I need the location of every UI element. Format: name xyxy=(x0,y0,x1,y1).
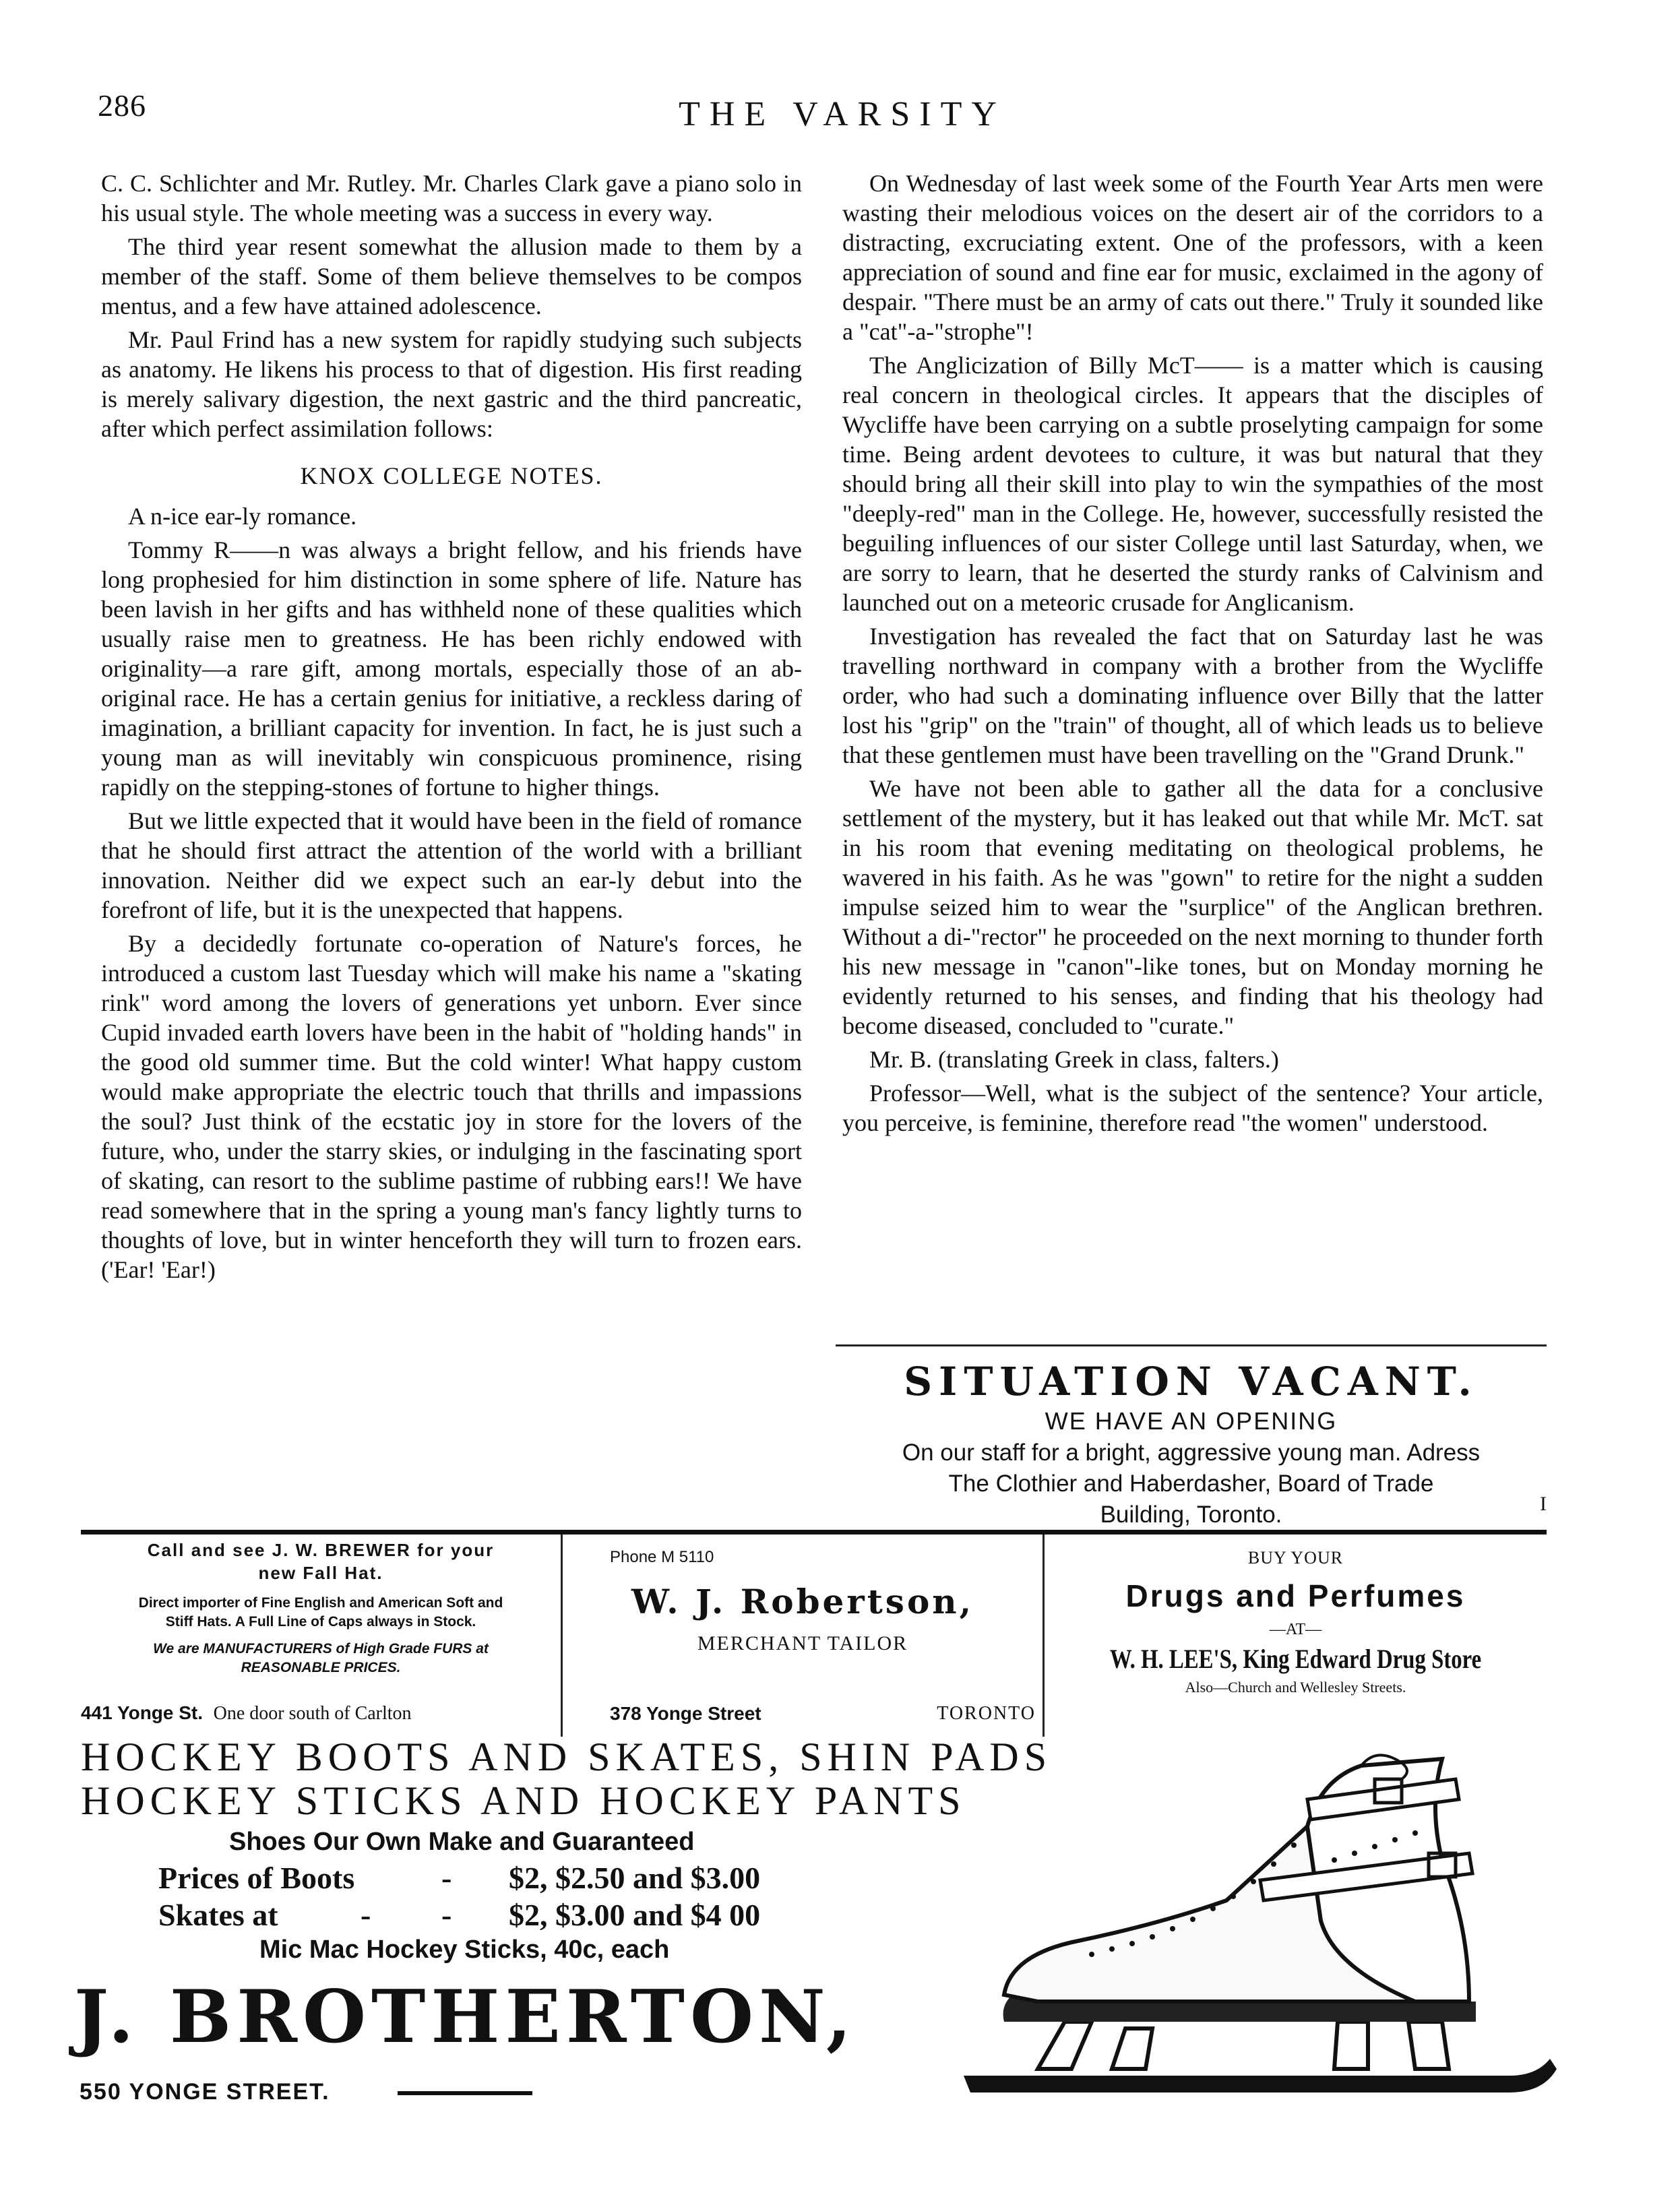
left-column xyxy=(101,168,802,1289)
robertson-tailor-ad xyxy=(563,1534,1045,1737)
situation-ad-title: SITUATION VACANT. xyxy=(904,1359,1479,1404)
paragraph: Mr. B. (translating Greek in class, falters.) xyxy=(869,1046,1279,1073)
brewer-ad-importer-text: Direct importer of Fine English and American Soft and Stiff Hats. A Full Line of Caps always in Stock. xyxy=(138,1595,503,1630)
price-dash: - xyxy=(441,1898,452,1932)
paragraph: But we little expected that it would have been in the field of romance that he should first attract the attention of the world with a brilliant innovation. Neither did we expect such an ear-ly debut into the forefront of life, but it is the unexpected that happens. xyxy=(101,807,802,923)
advertisement-strip xyxy=(81,1530,1547,1750)
right-column xyxy=(842,168,1543,1142)
situation-ad-subtitle: WE HAVE AN OPENING xyxy=(1045,1407,1338,1435)
robertson-city: TORONTO xyxy=(937,1703,1036,1724)
paragraph: A n-ice ear-ly romance. xyxy=(128,503,357,530)
hockey-sticks-line: Mic Mac Hockey Sticks, 40c, each xyxy=(259,1935,670,1964)
address-underline-rule xyxy=(398,2091,532,2095)
brewer-hat-ad xyxy=(81,1534,563,1737)
situation-ad-line: On our staff for a bright, aggressive young man. Adress xyxy=(902,1439,1481,1466)
section-heading-knox: KNOX COLLEGE NOTES. xyxy=(300,462,603,489)
price-dash: - xyxy=(361,1898,371,1932)
lee-ad-store: W. H. LEE'S, King Edward Drug Store xyxy=(1109,1644,1482,1674)
paragraph: By a decidedly fortunate co-operation of Nature's forces, he introduced a custom last Tuesday which will make his name a "skating rink" word among the lovers of generations yet unborn. Ever since Cupid invaded earth lovers have been in the habit of "holding hands" in the good old summer time. But the cold winter! What happy custom would make appropriate the electric touch that thrills and impassions the soul? Just think of the ecstatic joy in store for the lovers of the future, who, under the starry skies, or indulging in the fascinating sport of skating, can resort to the sublime pastime of rubbing ears!! We have read somewhere that in the spring a young man's fancy lightly turns to thoughts of love, but in winter henceforth they will turn to frozen ears. ('Ear! 'Ear!) xyxy=(101,930,802,1283)
page-number: 286 xyxy=(98,88,146,123)
brewer-ad-furs-text: We are MANUFACTURERS of High Grade FURS at REASONABLE PRICES. xyxy=(153,1641,489,1675)
price-dash: - xyxy=(441,1861,452,1895)
situation-ad-mark: I xyxy=(1540,1493,1547,1515)
brotherton-address: 550 YONGE STREET. xyxy=(80,2079,330,2105)
hockey-ad-line-1: HOCKEY BOOTS AND SKATES, SHIN PADS xyxy=(81,1735,1053,1779)
robertson-phone: Phone M 5110 xyxy=(610,1548,714,1566)
boots-price-row xyxy=(158,1860,761,1896)
brotherton-name: J. BROTHERTON, xyxy=(74,1975,857,2059)
paragraph: Mr. Paul Frind has a new system for rapidly studying such subjects as anatomy. He likens his process to that of digestion. His first reading is merely salivary digestion, the next gastric and the third pancreatic, after which perfect assimilation follows: xyxy=(101,326,802,442)
paragraph: Tommy R——n was always a bright fellow, and his friends have long prophesied for him distinction in some sphere of life. Nature has been lavish in her gifts and has withheld none of these qualities which usually raise men to greatness. He has been richly endowed with originality—a rare gift, among mortals, especially those of an ab-original race. He has a certain genius for initiative, a reckless daring of imagination, a brilliant capacity for invention. In fact, he is just such a young man as will inevitably win conspicuous prominence, rising rapidly on the stepping-stones of fortune to higher things. xyxy=(101,536,802,801)
skates-prices: $2, $3.00 and $4 00 xyxy=(509,1898,761,1932)
paragraph: The Anglicization of Billy McT—— is a matter which is causing real concern in theological circles. It appears that the disciples of Wycliffe have been carrying on a subtle proselyting campaign for some time. Being ardent devotees to culture, it was but natural that they should bring all their skill into play to win the sympathies of the most "deeply-red" man in the College. He, however, successfully resisted the beguiling influences of our sister College until last Saturday, when, we are sorry to learn, that he deserted the sturdy ranks of Calvinism and launched out on a meteoric crusade for Anglicanism. xyxy=(842,352,1543,616)
hockey-ad-line-2: HOCKEY STICKS AND HOCKEY PANTS xyxy=(81,1778,966,1823)
paragraph: Investigation has revealed the fact that on Saturday last he was travelling northward in company with a brother from the Wycliffe order, who had such a dominating influence over Billy that the latter lost his "grip" on the "train" of thought, all of which leads us to believe that these gentlemen must have been travelling on the "Grand Drunk." xyxy=(842,623,1543,768)
robertson-name: W. J. Robertson, xyxy=(631,1582,974,1621)
situation-ad-line: The Clothier and Haberdasher, Board of Trade xyxy=(948,1470,1434,1497)
paragraph: C. C. Schlichter and Mr. Rutley. Mr. Charles Clark gave a piano solo in his usual style. The whole meeting was a success in every way. xyxy=(101,170,802,226)
paragraph: Professor—Well, what is the subject of the sentence? Your article, you perceive, is feminine, therefore read "the women" understood. xyxy=(842,1080,1543,1136)
hockey-ad-subhead: Shoes Our Own Make and Guaranteed xyxy=(229,1828,695,1856)
lee-ad-also: Also—Church and Wellesley Streets. xyxy=(1185,1679,1406,1696)
lee-drug-store-ad xyxy=(1045,1534,1547,1737)
skates-price-label: Skates at xyxy=(158,1898,278,1932)
situation-vacant-ad xyxy=(836,1358,1547,1530)
ice-skate-boot-illustration xyxy=(957,1752,1563,2130)
lee-ad-at: —AT— xyxy=(1269,1621,1322,1638)
column-divider-rule xyxy=(836,1344,1547,1346)
running-head-title: THE VARSITY xyxy=(679,95,1006,133)
robertson-trade: MERCHANT TAILOR xyxy=(697,1632,908,1654)
brewer-ad-headline: Call and see J. W. BREWER for your new Fall Hat. xyxy=(147,1540,495,1583)
brewer-ad-address: 441 Yonge St. One door south of Carlton xyxy=(81,1702,412,1724)
lee-ad-products: Drugs and Perfumes xyxy=(1125,1578,1466,1613)
paragraph: We have not been able to gather all the data for a conclusive settlement of the mystery, but it has leaked out that while Mr. McT. sat in his room that evening meditating on theological problems, he wavered in his faith. As he was "gown" to retire for the night a sudden impulse seized him to wear the "surplice" of the Anglican brethren. Without a di-"rector" he proceeded on the next morning to thunder forth his new message in "canon"-like tones, but on Monday morning he evidently returned to his senses, and finding that his theology had become diseased, concluded to "curate." xyxy=(842,775,1543,1039)
robertson-street: 378 Yonge Street xyxy=(610,1703,761,1724)
boots-prices: $2, $2.50 and $3.00 xyxy=(509,1861,761,1895)
paragraph: The third year resent somewhat the allusion made to them by a member of the staff. Some of them believe themselves to be compos mentus, and a few have attained adolescence. xyxy=(101,233,802,319)
lee-ad-buy: BUY YOUR xyxy=(1247,1548,1344,1568)
paragraph: On Wednesday of last week some of the Fourth Year Arts men were wasting their melodious voices on the desert air of the corridors to a distracting, excruciating extent. One of the professors, with a keen appreciation of sound and fine ear for music, exclaimed in the agony of despair. "There must be an army of cats out there." Truly it sounded like a "cat"-a-"strophe"! xyxy=(842,170,1543,345)
skates-price-row xyxy=(158,1897,761,1933)
boots-price-label: Prices of Boots xyxy=(158,1861,355,1895)
situation-ad-line: Building, Toronto. xyxy=(1100,1501,1282,1528)
